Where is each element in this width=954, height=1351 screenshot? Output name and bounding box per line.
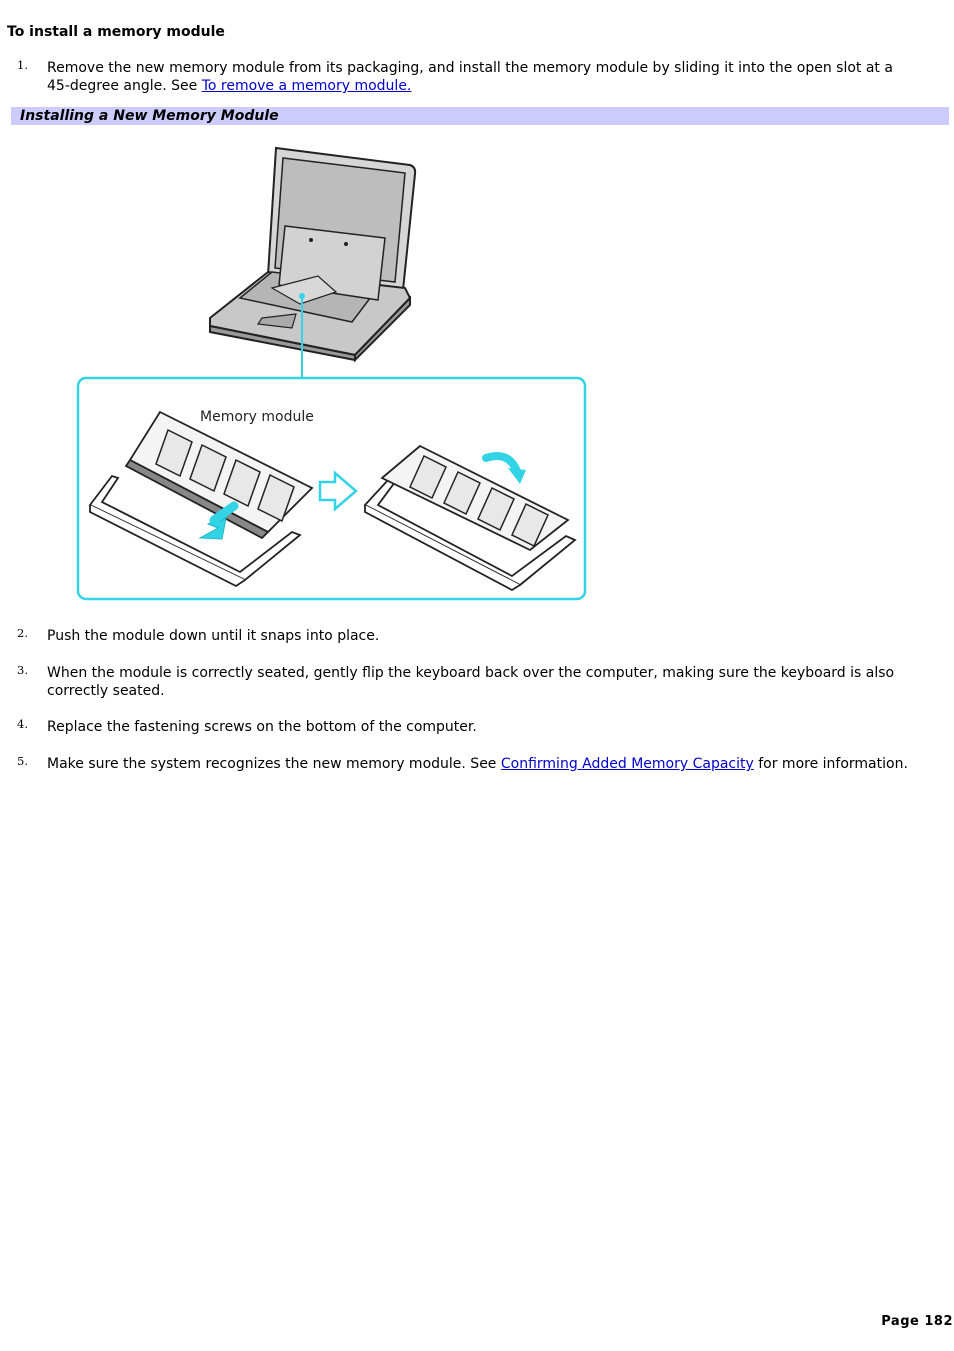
step-text: When the module is correctly seated, gently flip the keyboard back over the computer, making sure the keyboard is also correctly seated. [47,665,895,699]
memory-module-label: Memory module [200,409,314,425]
step-text-after: for more information. [753,756,908,772]
step-number: 1. [17,58,28,72]
step-number: 3. [17,663,28,677]
figure-caption-bar [11,107,949,125]
memory-install-illustration [0,140,620,610]
step-text: Push the module down until it snaps into place. [47,628,380,644]
illustration-svg [0,140,620,610]
step-text: Replace the fastening screws on the bottom of the computer. [47,719,477,735]
confirming-memory-capacity-link[interactable]: Confirming Added Memory Capacity [500,756,754,772]
step-text-before: Remove the new memory module from its packaging, and install the memory module by sliding it into the open slot at a 45-degree angle. See [47,60,893,94]
step-number: 4. [17,717,28,731]
figure-caption: Installing a New Memory Module [20,108,279,124]
step-text [47,59,920,95]
page-heading: To install a memory module [7,24,225,40]
page-number: Page 182 [881,1314,953,1329]
step-text [47,755,920,773]
step-number: 2. [17,626,28,640]
step-number: 5. [17,754,28,768]
remove-memory-module-link[interactable]: To remove a memory module. [201,78,412,94]
step-text-before: Make sure the system recognizes the new memory module. See [47,756,501,772]
laptop-drawing [210,148,415,360]
